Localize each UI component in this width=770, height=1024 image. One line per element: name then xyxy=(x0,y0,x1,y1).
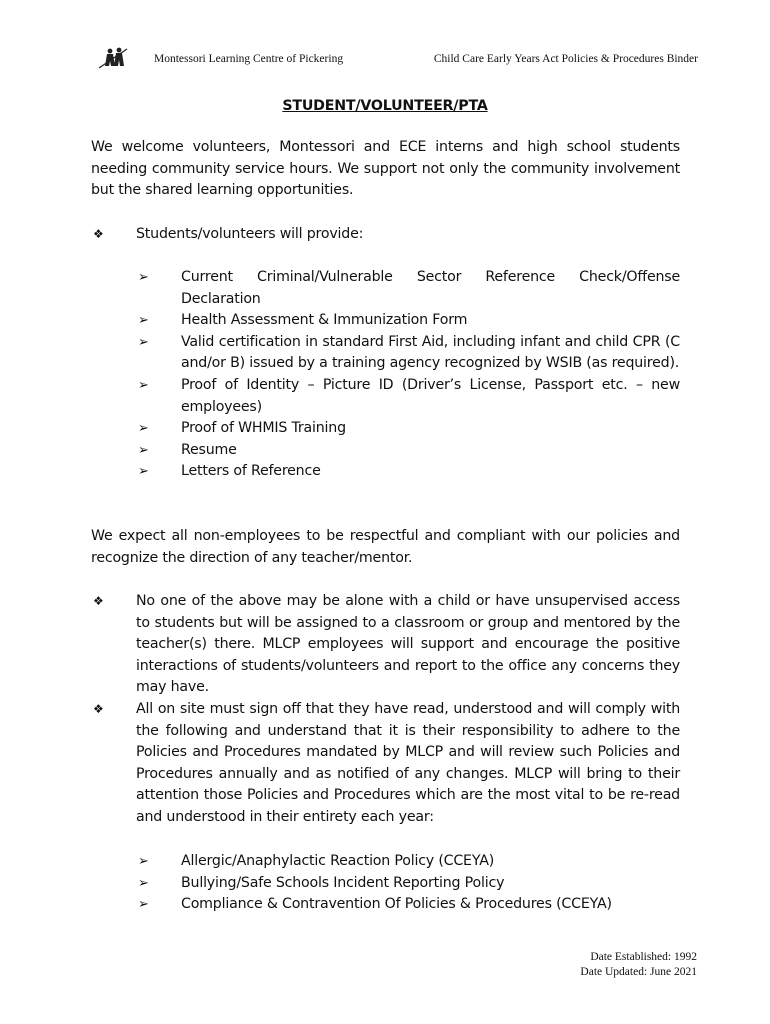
diamond-bullet-icon: ❖ xyxy=(93,594,104,608)
list-item-text: Allergic/Anaphylactic Reaction Policy (CCEYA) xyxy=(181,853,495,869)
list-item-text: Proof of Identity – Picture ID (Driver’s License, Passport etc. – new employees) xyxy=(181,376,680,415)
date-established: Date Established: 1992 xyxy=(590,951,697,963)
header-binder-title: Child Care Early Years Act Policies & Procedures Binder xyxy=(433,53,698,65)
list-item-text: Valid certification in standard First Aid, including infant and child CPR (C and/or B) issued by a training agency recognized by WSIB (as required). xyxy=(181,333,680,372)
diamond-bullet-icon: ❖ xyxy=(93,227,104,241)
arrow-bullet-icon: ➢ xyxy=(138,421,149,437)
list-item xyxy=(136,461,680,483)
arrow-bullet-icon: ➢ xyxy=(138,897,149,913)
arrow-bullet-icon: ➢ xyxy=(138,875,149,891)
header-organization: Montessori Learning Centre of Pickering xyxy=(154,53,344,65)
list-item xyxy=(136,375,680,418)
page-header xyxy=(98,44,698,74)
expect-paragraph: We expect all non-employees to be respectful and compliant with our policies and recognize the direction of any teacher/mentor. xyxy=(91,528,680,566)
list-item xyxy=(136,873,680,895)
list-item xyxy=(136,440,680,462)
arrow-bullet-icon: ➢ xyxy=(138,464,149,480)
list-item xyxy=(136,418,680,440)
page-title: STUDENT/VOLUNTEER/PTA xyxy=(282,98,488,114)
bullet-students-text: Students/volunteers will provide: xyxy=(136,226,364,242)
list-item-text: Resume xyxy=(181,441,237,458)
bullet-no-unsupervised-text: No one of the above may be alone with a child or have unsupervised access to students but will be assigned to a classroom or group and mentored by the teacher(s) there. MLCP employees will support and encourage the positive interactions of students/volunteers and report to the office any concerns they may have. xyxy=(136,593,680,696)
provide-list xyxy=(136,267,680,483)
list-item-text: Letters of Reference xyxy=(181,463,321,480)
children-silhouette-logo-icon xyxy=(98,46,128,70)
arrow-bullet-icon: ➢ xyxy=(138,377,149,393)
list-item xyxy=(136,310,680,332)
arrow-bullet-icon: ➢ xyxy=(138,334,149,350)
policy-list xyxy=(136,851,680,916)
arrow-bullet-icon: ➢ xyxy=(138,854,149,869)
page-footer xyxy=(580,950,697,980)
list-item-text: Compliance & Contravention Of Policies & Procedures (CCEYA) xyxy=(181,896,612,913)
list-item xyxy=(136,851,680,873)
list-item-text: Bullying/Safe Schools Incident Reporting Policy xyxy=(181,874,505,891)
arrow-bullet-icon: ➢ xyxy=(138,270,149,285)
date-updated: Date Updated: June 2021 xyxy=(580,966,697,978)
arrow-bullet-icon: ➢ xyxy=(138,442,149,458)
diamond-bullet-icon: ❖ xyxy=(93,702,104,716)
bullet-sign-off-text: All on site must sign off that they have read, understood and will comply with the following and understand that it is their responsibility to adhere to the Policies and Procedures mandated by MLCP and will review such Policies and Procedures annually and as notified of any changes. MLCP will bring to their attention those Policies and Procedures which are the most vital to be re-read and understood in their entirety each year: xyxy=(136,701,680,825)
list-item-text: Health Assessment & Immunization Form xyxy=(181,312,468,329)
intro-paragraph: We welcome volunteers, Montessori and ECE interns and high school students needing community service hours. We support not only the community involvement but the shared learning opportunities. xyxy=(91,139,680,199)
list-item xyxy=(136,332,680,375)
list-item-text: Proof of WHMIS Training xyxy=(181,420,346,437)
list-item xyxy=(136,267,680,310)
arrow-bullet-icon: ➢ xyxy=(138,313,149,329)
list-item xyxy=(136,894,680,916)
list-item-text: Current Criminal/Vulnerable Sector Reference Check/Offense Declaration xyxy=(181,269,680,307)
